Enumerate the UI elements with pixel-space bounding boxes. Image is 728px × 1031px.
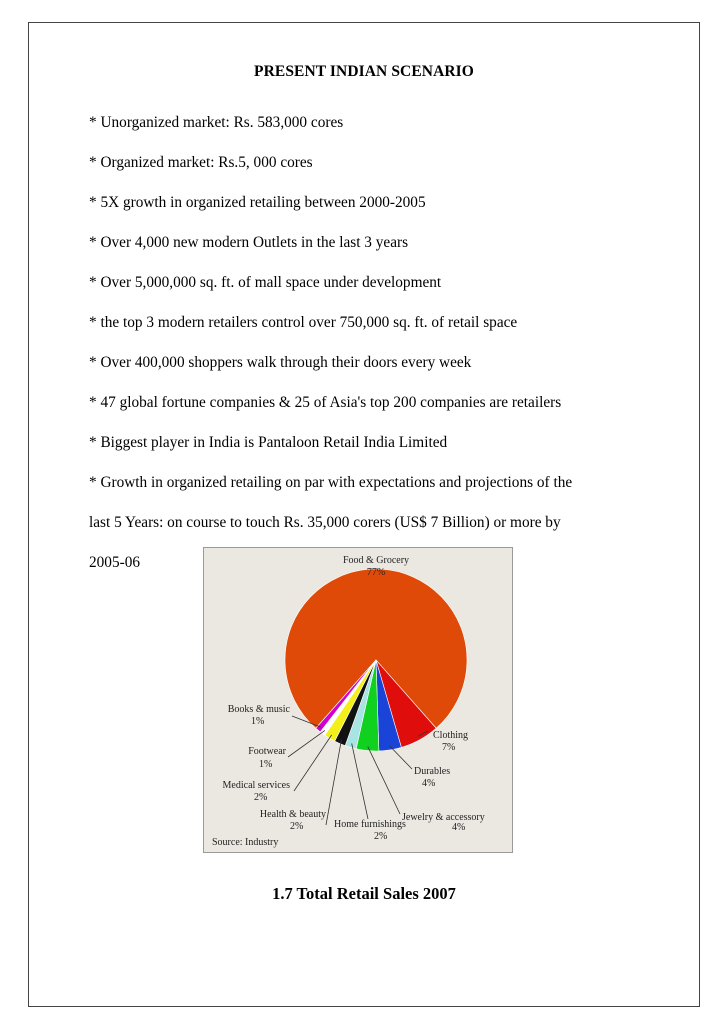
slice-label-home-furnishings: Home furnishings (334, 819, 406, 830)
slice-label-footwear: Footwear (248, 746, 286, 757)
slice-label-health-beauty: Health & beauty (259, 809, 326, 820)
bullet-item: * Over 5,000,000 sq. ft. of mall space under development (89, 274, 442, 291)
slice-percent-medical-services: 2% (254, 792, 268, 803)
figure-caption: 1.7 Total Retail Sales 2007 (272, 884, 456, 903)
bullet-item: * 5X growth in organized retailing between 2000-2005 (89, 194, 426, 211)
slice-percent-jewelry-accessory: 4% (452, 822, 466, 833)
leader-line-medical-services (294, 735, 332, 791)
bullet-item: * 47 global fortune companies & 25 of Asia's top 200 companies are retailers (89, 394, 562, 411)
slice-label-food-grocery: Food & Grocery (342, 555, 410, 566)
slice-label-durables: Durables (414, 766, 451, 777)
slice-label-jewelry-accessory: Jewelry & accessory (402, 812, 485, 823)
bullet-item: last 5 Years: on course to touch Rs. 35,000 corers (US$ 7 Billion) or more by (89, 514, 561, 531)
leader-line-jewelry-accessory (368, 747, 400, 814)
bullet-item: * Growth in organized retailing on par with expectations and projections of the (89, 474, 573, 491)
pie-chart-figure (203, 547, 513, 853)
leader-line-home-furnishings (352, 744, 368, 820)
bullet-list (89, 103, 649, 583)
chart-source: Source: Industry (212, 837, 279, 848)
slice-percent-food-grocery: 77% (366, 567, 386, 578)
bullet-item: * Biggest player in India is Pantaloon Retail India Limited (89, 434, 448, 451)
slice-percent-health-beauty: 2% (290, 821, 304, 832)
slice-percent-books-music: 1% (251, 716, 265, 727)
slice-label-medical-services: Medical services (222, 780, 290, 791)
slice-label-books-music: Books & music (227, 704, 290, 715)
bullet-item: * the top 3 modern retailers control over 750,000 sq. ft. of retail space (89, 314, 518, 331)
leader-line-health-beauty (326, 740, 341, 825)
slice-percent-durables: 4% (422, 778, 436, 789)
slice-percent-home-furnishings: 2% (374, 831, 388, 842)
slice-percent-clothing: 7% (442, 742, 456, 753)
bullet-item: * Over 4,000 new modern Outlets in the last 3 years (89, 234, 409, 251)
slice-label-clothing: Clothing (433, 730, 469, 741)
bullet-item: * Over 400,000 shoppers walk through their doors every week (89, 354, 472, 371)
bullet-item: * Unorganized market: Rs. 583,000 cores (89, 114, 344, 131)
bullet-item: * Organized market: Rs.5, 000 cores (89, 154, 313, 171)
leader-line-durables (390, 746, 412, 769)
page-title: PRESENT INDIAN SCENARIO (254, 63, 474, 80)
bullet-item: 2005-06 (89, 554, 140, 571)
slice-percent-footwear: 1% (259, 759, 273, 770)
pie-chart (204, 548, 514, 854)
